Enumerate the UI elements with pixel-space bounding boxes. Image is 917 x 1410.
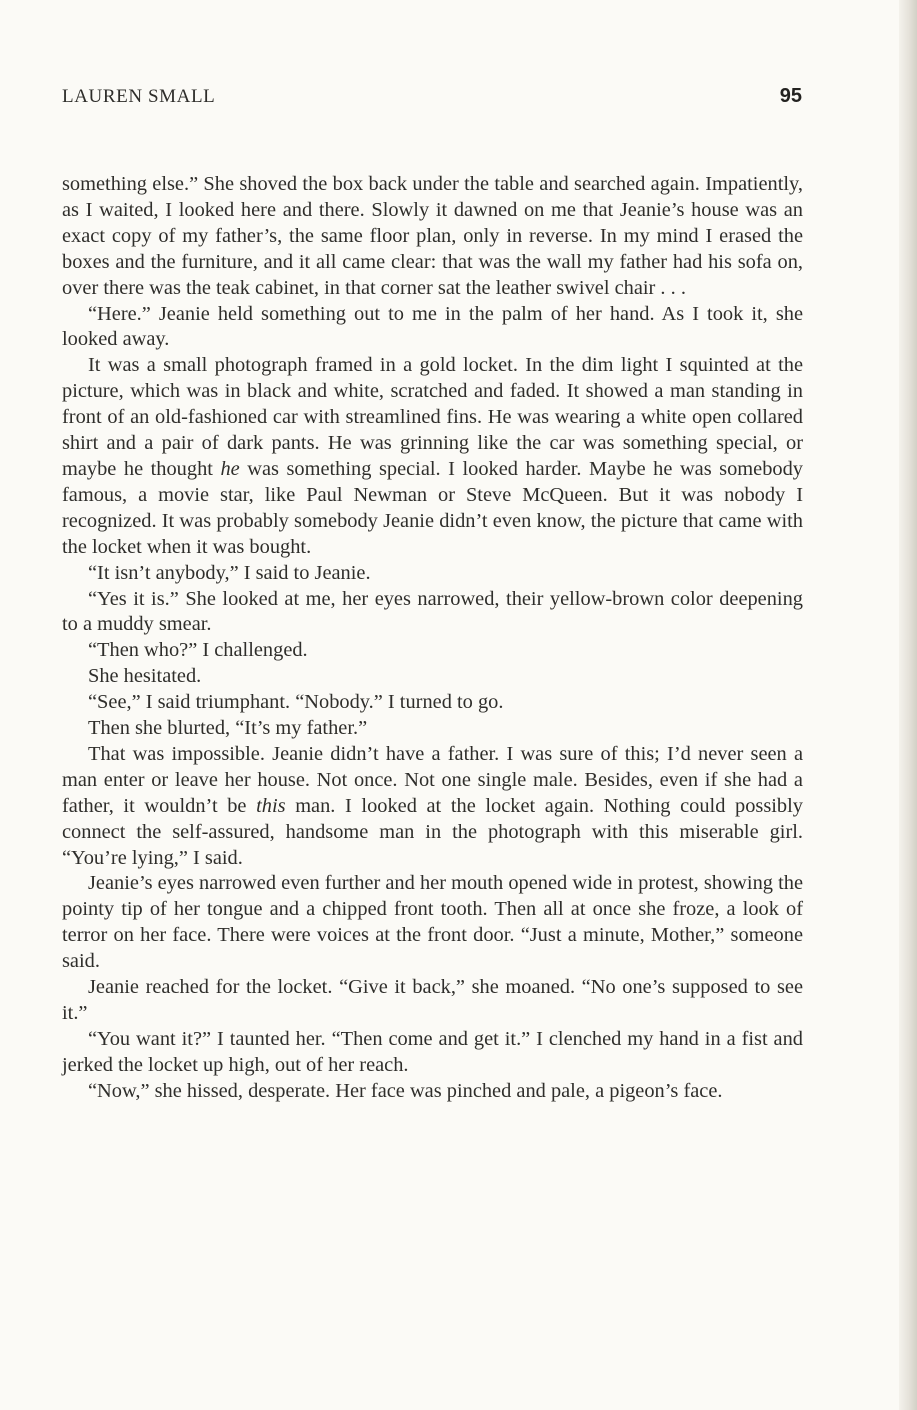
- text-run: “See,” I said triumphant. “Nobody.” I turned to go.: [88, 691, 504, 714]
- paragraph: [62, 561, 803, 587]
- text-run: It was a small photograph framed in a gold locket. In the dim light I squinted at the picture, which was in black and white, scratched and faded. It showed a man standing in front of an old-fashioned car with streamlined fins. He was wearing a white open collared shirt and a pair of dark pants. He was grinning like the car was something special, or maybe he thought: [62, 354, 803, 480]
- text-run: Jeanie reached for the locket. “Give it back,” she moaned. “No one’s supposed to see it.”: [62, 976, 803, 1024]
- paragraph: [62, 1027, 803, 1079]
- text-run: Then she blurted, “It’s my father.”: [88, 717, 368, 740]
- text-run: Jeanie’s eyes narrowed even further and her mouth opened wide in protest, showing the pointy tip of her tongue and a chipped front tooth. Then all at once she froze, a look of terror on her face. There were voices at the front door. “Just a minute, Mother,” someone said.: [62, 872, 803, 973]
- paragraph: [62, 871, 803, 975]
- paragraph: [62, 1079, 803, 1105]
- body-text: [62, 172, 803, 1105]
- paragraph: [62, 302, 803, 354]
- text-run: “Then who?” I challenged.: [88, 639, 308, 662]
- paragraph: [62, 353, 803, 560]
- text-run: man. I looked at the locket again. Nothing could possibly connect the self-assured, handsome man in the photograph with this miserable girl. “You’re lying,” I said.: [62, 794, 803, 869]
- text-run: “You want it?” I taunted her. “Then come and get it.” I clenched my hand in a fist and jerked the locket up high, out of her reach.: [62, 1027, 803, 1076]
- running-header: [62, 86, 802, 114]
- page-number: 95: [779, 85, 802, 107]
- paragraph: [62, 742, 803, 872]
- text-run: That was impossible. Jeanie didn’t have a father. I was sure of this; I’d never seen a man enter or leave her house. Not once. Not one single male. Besides, even if she had a father, it wouldn’t be: [62, 742, 803, 817]
- paragraph: [62, 975, 803, 1027]
- italic-text: this: [256, 794, 286, 817]
- paragraph: [62, 716, 803, 742]
- paragraph: [62, 638, 803, 664]
- page-edge-shadow: [899, 0, 917, 1410]
- paragraph: [62, 664, 803, 690]
- text-run: was something special. I looked harder. Maybe he was somebody famous, a movie star, like Paul Newman or Steve McQueen. But it was nobody I recognized. It was probably somebody Jeanie didn’t even know, the picture that came with the locket when it was bought.: [62, 457, 804, 558]
- paragraph: [62, 587, 803, 639]
- text-run: “Yes it is.” She looked at me, her eyes narrowed, their yellow-brown color deepening to a muddy smear.: [62, 587, 803, 636]
- paragraph: [62, 690, 803, 716]
- paragraph: [62, 172, 803, 302]
- italic-text: he: [220, 457, 240, 480]
- running-head-author: LAUREN SMALL: [62, 86, 216, 107]
- text-run: She hesitated.: [88, 665, 202, 688]
- text-run: “It isn’t anybody,” I said to Jeanie.: [88, 561, 371, 584]
- text-run: “Here.” Jeanie held something out to me in the palm of her hand. As I took it, she looked away.: [62, 302, 803, 351]
- text-run: “Now,” she hissed, desperate. Her face was pinched and pale, a pigeon’s face.: [88, 1079, 723, 1102]
- text-run: something else.” She shoved the box back under the table and searched again. Impatiently, as I waited, I looked here and there. Slowly it dawned on me that Jeanie’s house was an exact copy of my father’s, the same floor plan, only in reverse. In my mind I erased the boxes and the furniture, and it all came clear: that was the wall my father had his sofa on, over there was the teak cabinet, in that corner sat the leather swivel chair . . .: [62, 173, 803, 299]
